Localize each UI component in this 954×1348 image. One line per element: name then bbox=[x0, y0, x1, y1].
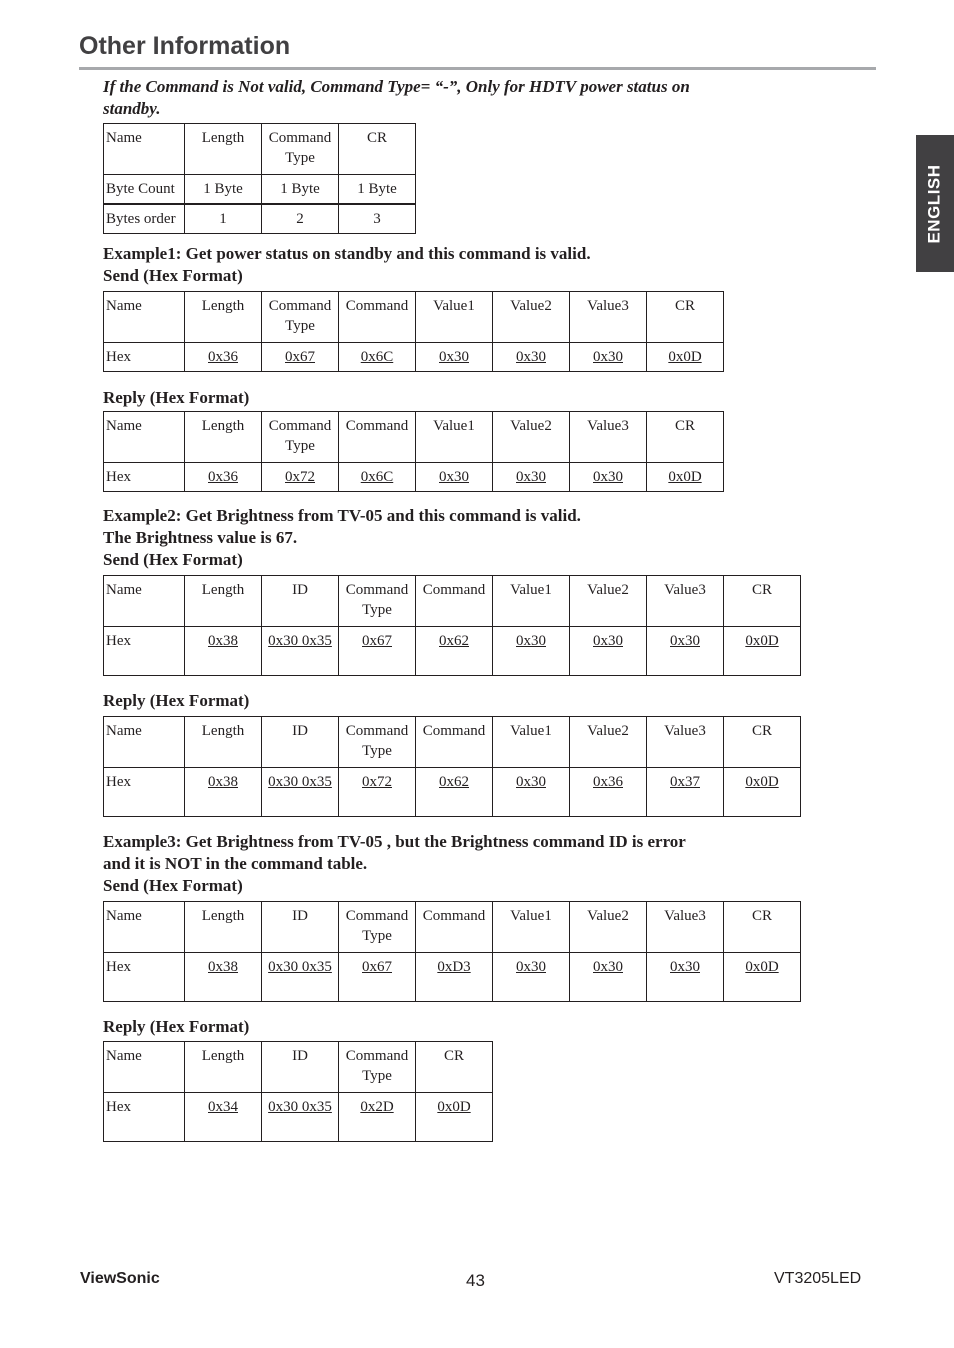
table-cell bbox=[262, 343, 339, 372]
table-header-cell: Name bbox=[104, 1042, 185, 1093]
table-cell: Hex bbox=[104, 1093, 185, 1142]
example1-send-wrap bbox=[103, 291, 724, 372]
table-header-cell: Value3 bbox=[570, 292, 647, 343]
intro-section bbox=[103, 76, 690, 120]
example3-heading-block bbox=[103, 831, 686, 897]
intro-table-wrap bbox=[103, 123, 416, 234]
intro-heading-cont: standby. bbox=[103, 99, 161, 118]
table-cell: Hex bbox=[104, 953, 185, 1002]
table-cell bbox=[724, 627, 801, 676]
hex-value: 0x30 0x35 bbox=[268, 774, 332, 790]
table-header-cell: Name bbox=[104, 412, 185, 463]
hex-value: 0x38 bbox=[208, 959, 238, 975]
example1-send-label: Send (Hex Format) bbox=[103, 266, 243, 285]
hex-value: 0x0D bbox=[745, 959, 779, 975]
table-header-cell: Name bbox=[104, 902, 185, 953]
table-header-cell: ID bbox=[262, 1042, 339, 1093]
hex-value: 0x67 bbox=[362, 633, 392, 649]
table-cell bbox=[339, 627, 416, 676]
page-number: 43 bbox=[466, 1271, 485, 1290]
intro-heading: If the Command is Not valid, Command Type= “-”, Only for HDTV power status on bbox=[103, 77, 690, 96]
table-header-cell: Value2 bbox=[493, 292, 570, 343]
example1-send-table bbox=[103, 291, 724, 372]
table-cell: Byte Count bbox=[104, 175, 185, 205]
table-cell bbox=[493, 343, 570, 372]
table-cell bbox=[185, 953, 262, 1002]
table-header-cell: Command Type bbox=[262, 124, 339, 175]
table-cell: Hex bbox=[104, 627, 185, 676]
hex-value: 0x36 bbox=[593, 774, 623, 790]
table-cell bbox=[493, 627, 570, 676]
table-cell bbox=[185, 768, 262, 817]
table-cell bbox=[262, 463, 339, 492]
table-cell bbox=[416, 343, 493, 372]
example3-send-table bbox=[103, 901, 801, 1002]
table-cell bbox=[570, 343, 647, 372]
hex-value: 0x36 bbox=[208, 349, 238, 365]
hex-value: 0x30 bbox=[516, 633, 546, 649]
hex-value: 0x0D bbox=[668, 349, 702, 365]
table-header-cell: Command Type bbox=[262, 292, 339, 343]
table-cell: 2 bbox=[262, 204, 339, 234]
table-cell bbox=[647, 343, 724, 372]
hex-value: 0x38 bbox=[208, 633, 238, 649]
table-cell bbox=[493, 463, 570, 492]
table-cell bbox=[493, 768, 570, 817]
table-header-cell: Command Type bbox=[339, 717, 416, 768]
example2-reply-wrap bbox=[103, 716, 801, 817]
language-tab bbox=[916, 135, 954, 272]
example1-reply-label-block bbox=[103, 387, 249, 409]
table-cell bbox=[262, 627, 339, 676]
example1-reply-wrap bbox=[103, 411, 724, 492]
table-header-cell: Value2 bbox=[493, 412, 570, 463]
hex-value: 0x62 bbox=[439, 774, 469, 790]
table-header-cell: Length bbox=[185, 124, 262, 175]
table-cell: 1 bbox=[185, 204, 262, 234]
table-header-cell: CR bbox=[416, 1042, 493, 1093]
hex-value: 0x0D bbox=[668, 469, 702, 485]
table-header-cell: Name bbox=[104, 717, 185, 768]
table-header-cell: Command bbox=[339, 292, 416, 343]
example1-heading-block bbox=[103, 243, 591, 287]
table-header-cell: Command Type bbox=[262, 412, 339, 463]
page-title: Other Information bbox=[79, 32, 291, 60]
table-cell bbox=[570, 768, 647, 817]
table-cell: 1 Byte bbox=[262, 175, 339, 205]
example3-send-label: Send (Hex Format) bbox=[103, 876, 243, 895]
table-cell: Hex bbox=[104, 343, 185, 372]
table-cell bbox=[647, 768, 724, 817]
table-cell: 1 Byte bbox=[339, 175, 416, 205]
example3-heading-cont: and it is NOT in the command table. bbox=[103, 854, 368, 873]
example3-reply-table bbox=[103, 1041, 493, 1142]
example2-reply-table bbox=[103, 716, 801, 817]
hex-value: 0x37 bbox=[670, 774, 700, 790]
table-cell bbox=[416, 463, 493, 492]
example3-reply-label: Reply (Hex Format) bbox=[103, 1017, 250, 1036]
table-cell bbox=[185, 463, 262, 492]
table-header-cell: Name bbox=[104, 292, 185, 343]
table-cell bbox=[185, 343, 262, 372]
table-cell bbox=[493, 953, 570, 1002]
example1-heading: Example1: Get power status on standby and this command is valid. bbox=[103, 244, 591, 263]
table-header-cell: Length bbox=[185, 902, 262, 953]
hex-value: 0x30 bbox=[516, 774, 546, 790]
table-header-cell: ID bbox=[262, 902, 339, 953]
example2-heading: Example2: Get Brightness from TV-05 and this command is valid. bbox=[103, 506, 581, 525]
table-cell bbox=[339, 953, 416, 1002]
example3-reply-label-block bbox=[103, 1016, 249, 1038]
example3-send-wrap bbox=[103, 901, 801, 1002]
table-cell bbox=[262, 1093, 339, 1142]
table-header-cell: Command Type bbox=[339, 576, 416, 627]
footer-model: VT3205LED bbox=[774, 1270, 862, 1287]
example3-reply-wrap bbox=[103, 1041, 493, 1142]
title-divider bbox=[79, 67, 876, 70]
hex-value: 0x38 bbox=[208, 774, 238, 790]
hex-value: 0x30 bbox=[670, 959, 700, 975]
hex-value: 0x30 0x35 bbox=[268, 633, 332, 649]
table-cell bbox=[647, 463, 724, 492]
example2-reply-label: Reply (Hex Format) bbox=[103, 691, 250, 710]
table-header-cell: Length bbox=[185, 412, 262, 463]
hex-value: 0x6C bbox=[360, 469, 394, 485]
table-cell bbox=[339, 768, 416, 817]
table-header-cell: Length bbox=[185, 576, 262, 627]
table-header-cell: ID bbox=[262, 717, 339, 768]
table-header-cell: Command bbox=[416, 576, 493, 627]
hex-value: 0xD3 bbox=[437, 959, 471, 975]
hex-value: 0x30 bbox=[593, 469, 623, 485]
hex-value: 0x67 bbox=[362, 959, 392, 975]
example2-heading-block bbox=[103, 505, 581, 571]
table-header-cell: Name bbox=[104, 124, 185, 175]
table-header-cell: Command bbox=[416, 717, 493, 768]
hex-value: 0x30 0x35 bbox=[268, 1099, 332, 1115]
table-cell bbox=[416, 627, 493, 676]
example2-send-wrap bbox=[103, 575, 801, 676]
table-cell: 1 Byte bbox=[185, 175, 262, 205]
table-header-cell: Value2 bbox=[570, 576, 647, 627]
hex-value: 0x6C bbox=[360, 349, 394, 365]
table-cell bbox=[570, 463, 647, 492]
table-cell bbox=[416, 768, 493, 817]
table-header-cell: Value1 bbox=[416, 292, 493, 343]
hex-value: 0x34 bbox=[208, 1099, 238, 1115]
hex-value: 0x30 bbox=[593, 349, 623, 365]
table-header-cell: Length bbox=[185, 292, 262, 343]
table-cell bbox=[570, 953, 647, 1002]
table-header-cell: Value1 bbox=[493, 576, 570, 627]
table-header-cell: Value1 bbox=[493, 902, 570, 953]
table-cell: Bytes order bbox=[104, 204, 185, 234]
example3-heading: Example3: Get Brightness from TV-05 , but the Brightness command ID is error bbox=[103, 832, 686, 851]
table-header-cell: Command Type bbox=[339, 1042, 416, 1093]
table-header-cell: Length bbox=[185, 1042, 262, 1093]
hex-value: 0x30 0x35 bbox=[268, 959, 332, 975]
table-cell: 3 bbox=[339, 204, 416, 234]
table-header-cell: CR bbox=[724, 576, 801, 627]
intro-table bbox=[103, 123, 416, 234]
table-header-cell: Length bbox=[185, 717, 262, 768]
table-cell bbox=[416, 953, 493, 1002]
example1-reply-table bbox=[103, 411, 724, 492]
table-header-cell: Value3 bbox=[647, 717, 724, 768]
hex-value: 0x30 bbox=[439, 469, 469, 485]
table-header-cell: Name bbox=[104, 576, 185, 627]
table-header-cell: Command bbox=[339, 412, 416, 463]
hex-value: 0x67 bbox=[285, 349, 315, 365]
table-header-cell: Value3 bbox=[647, 902, 724, 953]
example2-reply-label-block bbox=[103, 690, 249, 712]
table-cell bbox=[647, 627, 724, 676]
hex-value: 0x30 bbox=[593, 633, 623, 649]
table-cell bbox=[262, 768, 339, 817]
table-header-cell: Command bbox=[416, 902, 493, 953]
table-cell bbox=[339, 1093, 416, 1142]
table-cell bbox=[262, 953, 339, 1002]
language-tab-label: ENGLISH bbox=[925, 163, 944, 244]
table-cell bbox=[339, 343, 416, 372]
table-header-cell: Value3 bbox=[647, 576, 724, 627]
hex-value: 0x2D bbox=[360, 1099, 394, 1115]
table-header-cell: CR bbox=[339, 124, 416, 175]
table-cell: Hex bbox=[104, 768, 185, 817]
hex-value: 0x30 bbox=[516, 349, 546, 365]
hex-value: 0x72 bbox=[362, 774, 392, 790]
table-header-cell: CR bbox=[724, 902, 801, 953]
hex-value: 0x30 bbox=[670, 633, 700, 649]
table-header-cell: Value2 bbox=[570, 902, 647, 953]
table-cell bbox=[724, 768, 801, 817]
hex-value: 0x30 bbox=[593, 959, 623, 975]
hex-value: 0x72 bbox=[285, 469, 315, 485]
table-header-cell: CR bbox=[724, 717, 801, 768]
hex-value: 0x36 bbox=[208, 469, 238, 485]
table-cell bbox=[185, 627, 262, 676]
hex-value: 0x62 bbox=[439, 633, 469, 649]
footer-brand: ViewSonic bbox=[80, 1270, 160, 1287]
table-cell bbox=[185, 1093, 262, 1142]
hex-value: 0x30 bbox=[516, 959, 546, 975]
table-cell bbox=[570, 627, 647, 676]
hex-value: 0x0D bbox=[745, 774, 779, 790]
table-header-cell: CR bbox=[647, 292, 724, 343]
hex-value: 0x30 bbox=[516, 469, 546, 485]
table-cell: Hex bbox=[104, 463, 185, 492]
example2-send-table bbox=[103, 575, 801, 676]
hex-value: 0x0D bbox=[745, 633, 779, 649]
table-header-cell: Command Type bbox=[339, 902, 416, 953]
table-cell bbox=[724, 953, 801, 1002]
table-header-cell: ID bbox=[262, 576, 339, 627]
table-header-cell: CR bbox=[647, 412, 724, 463]
example2-heading-cont: The Brightness value is 67. bbox=[103, 528, 298, 547]
table-cell bbox=[416, 1093, 493, 1142]
table-header-cell: Value1 bbox=[493, 717, 570, 768]
hex-value: 0x0D bbox=[437, 1099, 471, 1115]
table-header-cell: Value2 bbox=[570, 717, 647, 768]
example1-reply-label: Reply (Hex Format) bbox=[103, 388, 250, 407]
hex-value: 0x30 bbox=[439, 349, 469, 365]
table-header-cell: Value3 bbox=[570, 412, 647, 463]
table-cell bbox=[647, 953, 724, 1002]
example2-send-label: Send (Hex Format) bbox=[103, 550, 243, 569]
table-header-cell: Value1 bbox=[416, 412, 493, 463]
table-cell bbox=[339, 463, 416, 492]
